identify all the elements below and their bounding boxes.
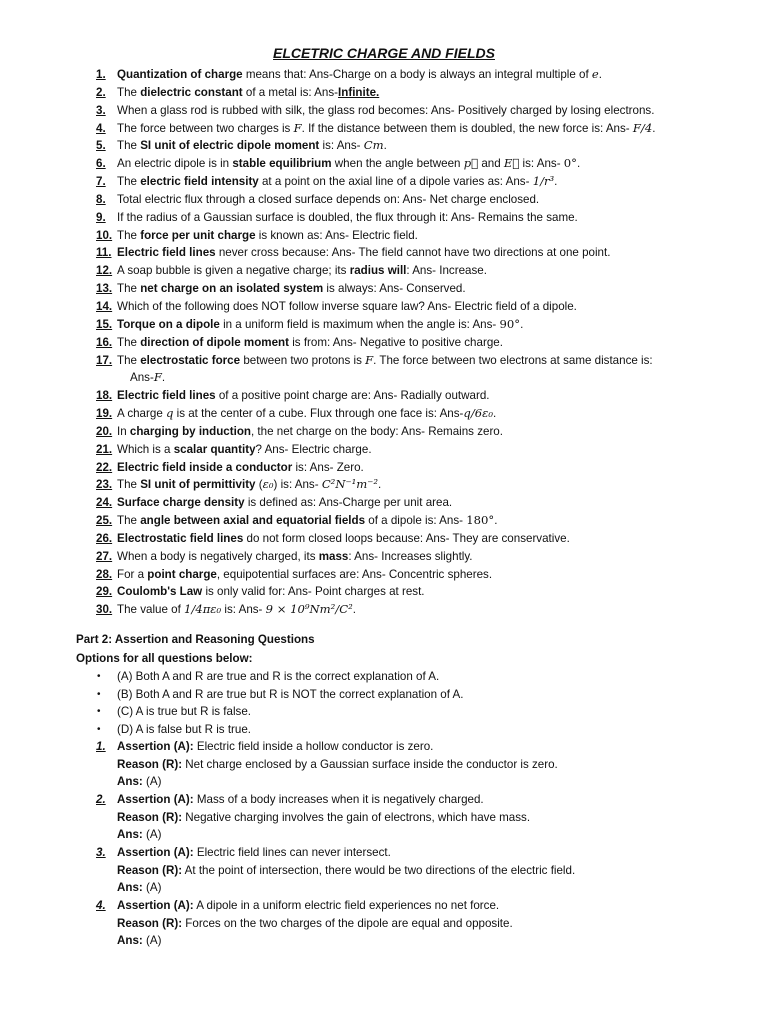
question-item — [96, 601, 696, 619]
bold-term: Coulomb's Law — [117, 585, 203, 599]
question-number: 17. — [96, 353, 113, 367]
math-expression: F — [293, 120, 302, 135]
question-text — [117, 459, 696, 477]
assertion-text: Mass of a body increases when it is negatively charged. — [193, 793, 484, 806]
item-number: 4. — [96, 899, 106, 912]
text-run: . — [493, 407, 497, 421]
bold-term: electrostatic force — [140, 353, 241, 367]
question-text — [117, 352, 696, 388]
text-run: A soap bubble is given a negative charge; its — [117, 264, 350, 278]
text-run: is known as: Ans- Electric field. — [255, 228, 418, 242]
text-run: in a uniform field is maximum when the angle is: Ans- — [219, 317, 500, 331]
math-expression: e — [591, 67, 599, 81]
text-run: When a body is negatively charged, its — [117, 549, 319, 563]
text-run: at a point on the axial line of a dipole varies as: Ans- — [258, 175, 533, 189]
bold-term: Torque on a dipole — [117, 317, 220, 331]
text-run: , equipotential surfaces are: Ans- Concentric spheres. — [216, 567, 493, 581]
bold-term: angle between axial and equatorial fields — [140, 514, 366, 528]
question-text — [117, 120, 696, 138]
question-item — [96, 334, 696, 352]
bold-term: stable equilibrium — [232, 157, 332, 171]
bullet-icon: • — [97, 671, 101, 682]
question-item — [96, 280, 696, 298]
bold-term: mass — [318, 549, 349, 563]
text-run: is: Ans- — [519, 157, 564, 171]
question-number: 25. — [96, 514, 113, 528]
bold-term: charging by induction — [129, 424, 251, 438]
question-item — [96, 84, 696, 102]
assertion-reason-item — [96, 791, 716, 844]
question-text — [117, 405, 696, 423]
question-list — [96, 66, 696, 619]
text-run: . — [598, 68, 603, 81]
question-text-continuation — [117, 369, 696, 387]
question-number: 1. — [96, 68, 106, 81]
text-run: and — [478, 157, 504, 171]
text-run: The — [117, 139, 141, 153]
question-number: 14. — [96, 299, 113, 313]
assertion-reason-item — [96, 897, 716, 950]
text-run: The — [117, 282, 141, 296]
text-run: . — [352, 603, 356, 617]
math-expression: C²N⁻¹m⁻² — [321, 477, 379, 492]
question-number: 5. — [96, 139, 106, 153]
question-text — [117, 387, 696, 405]
question-text — [117, 601, 696, 619]
options-heading: Options for all questions below: — [76, 652, 253, 665]
text-run: is: Ans- — [319, 139, 364, 153]
text-run: Which is a — [117, 442, 174, 456]
question-item — [96, 405, 696, 423]
text-run: The — [117, 335, 141, 349]
assertion-label: Assertion (A): — [117, 740, 194, 753]
answer-label: Ans: — [117, 775, 143, 789]
reason-label: Reason (R): — [117, 916, 183, 930]
question-number: 13. — [96, 282, 113, 296]
bold-term: dielectric constant — [140, 85, 243, 99]
math-expression: F/4 — [632, 120, 653, 135]
text-run: is: Ans- — [221, 603, 266, 617]
question-text — [117, 512, 696, 530]
assertion-label: Assertion (A): — [117, 793, 194, 806]
reason-line — [96, 915, 716, 933]
bold-term: Surface charge density — [117, 496, 245, 510]
bold-term: Electric field lines — [117, 389, 216, 403]
question-text — [117, 155, 696, 173]
answer-label: Ans: — [117, 934, 143, 948]
text-run: The — [117, 85, 141, 99]
option-item — [97, 703, 716, 721]
bold-term: Infinite. — [338, 85, 380, 99]
bold-term: radius will — [349, 264, 407, 278]
part2-heading: Part 2: Assertion and Reasoning Questions — [76, 633, 315, 646]
assertion-text: Electric field lines can never intersect. — [193, 846, 391, 859]
question-text — [117, 173, 696, 191]
question-text — [117, 227, 696, 245]
question-text — [117, 476, 696, 494]
question-text — [117, 548, 696, 566]
text-run: . — [554, 175, 558, 189]
bold-term: Electric field inside a conductor — [117, 460, 293, 474]
reason-line — [96, 862, 716, 880]
text-run: Which of the following does NOT follow inverse square law? Ans- Electric field of a dipole. — [117, 299, 577, 313]
answer-label: Ans: — [117, 881, 143, 895]
text-run: . — [520, 317, 524, 331]
question-number: 24. — [96, 496, 113, 510]
bold-term: Quantization of charge — [117, 68, 243, 81]
math-expression: q/6ε₀ — [463, 406, 493, 421]
question-text — [117, 423, 696, 441]
question-number: 22. — [96, 460, 113, 474]
question-number: 11. — [96, 246, 112, 260]
text-run: When a glass rod is rubbed with silk, the glass rod becomes: Ans- Positively charged by losing electrons. — [117, 103, 655, 117]
answer-value: (A) — [142, 775, 162, 789]
text-run: is always: Ans- Conserved. — [323, 282, 466, 296]
assertion-line — [96, 897, 716, 915]
math-expression: Cm — [363, 138, 384, 153]
text-run: between two protons is — [240, 353, 366, 367]
text-run: of a positive point charge are: Ans- Radially outward. — [215, 389, 490, 403]
text-run: , the net charge on the body: Ans- Remains zero. — [250, 424, 503, 438]
math-expression: q — [165, 406, 174, 421]
text-run: . — [652, 121, 656, 135]
text-run: is at the center of a cube. Flux through one face is: Ans- — [173, 407, 464, 421]
math-expression: F — [365, 352, 374, 367]
question-number: 23. — [96, 478, 113, 492]
option-text: (D) A is false but R is true. — [117, 722, 252, 736]
question-number: 26. — [96, 531, 113, 545]
question-number: 7. — [96, 175, 106, 189]
bold-term: Electrostatic field lines — [117, 531, 244, 545]
text-run: . — [383, 139, 387, 153]
question-item — [96, 191, 696, 209]
question-number: 18. — [96, 389, 113, 403]
answer-value: (A) — [142, 881, 162, 895]
question-text — [117, 191, 696, 209]
text-run: when the angle between — [331, 157, 464, 171]
option-text: (C) A is true but R is false. — [117, 705, 252, 719]
bold-term: direction of dipole moment — [140, 335, 289, 349]
text-run: An electric dipole is in — [117, 157, 233, 171]
item-number: 1. — [96, 740, 106, 753]
text-run: do not form closed loops because: Ans- They are conservative. — [243, 531, 570, 545]
math-value: 90° — [499, 316, 521, 331]
question-number: 16. — [96, 335, 113, 349]
question-item — [96, 512, 696, 530]
options-list — [76, 668, 716, 738]
question-text — [117, 244, 696, 262]
assertion-text: Electric field inside a hollow conductor is zero. — [193, 740, 434, 753]
text-run: . — [576, 157, 581, 171]
question-text — [117, 530, 696, 548]
answer-value: (A) — [142, 828, 162, 842]
bold-term: electric field intensity — [140, 175, 259, 189]
answer-line — [96, 879, 716, 897]
question-text — [117, 316, 696, 334]
question-number: 28. — [96, 567, 113, 581]
question-item — [96, 583, 696, 601]
math-expression: 1/r³ — [532, 174, 555, 189]
question-text — [117, 262, 696, 280]
math-value: 0° — [563, 156, 577, 171]
answer-label: Ans: — [117, 828, 143, 842]
assertion-line — [96, 791, 716, 809]
question-item — [96, 530, 696, 548]
text-run: . The force between two electrons at same distance is: — [373, 353, 653, 367]
text-run: ( — [255, 478, 263, 492]
math-value: 180° — [466, 513, 495, 528]
question-item — [96, 120, 696, 138]
question-number: 29. — [96, 585, 113, 599]
assertion-line — [96, 844, 716, 862]
text-run: means that: Ans-Charge on a body is always an integral multiple of — [242, 68, 592, 81]
bold-term: SI unit of permittivity — [140, 478, 256, 492]
question-number: 6. — [96, 157, 106, 171]
question-number: 3. — [96, 103, 106, 117]
text-run: . — [494, 514, 498, 528]
question-number: 4. — [96, 121, 106, 135]
option-text: (A) Both A and R are true and R is the correct explanation of A. — [117, 670, 440, 683]
text-run: of a metal is: Ans- — [242, 85, 339, 99]
question-number: 15. — [96, 317, 113, 331]
item-number: 2. — [96, 793, 106, 806]
question-number: 12. — [96, 264, 113, 278]
question-text — [117, 84, 696, 102]
assertion-reason-item — [96, 844, 716, 897]
question-text — [117, 583, 696, 601]
text-run: never cross because: Ans- The field cannot have two directions at one point. — [215, 246, 611, 260]
question-text — [117, 494, 696, 512]
question-item — [96, 262, 696, 280]
question-item — [96, 476, 696, 494]
question-text — [117, 209, 696, 227]
question-number: 21. — [96, 442, 113, 456]
question-text — [117, 280, 696, 298]
text-run: is defined as: Ans-Charge per unit area. — [244, 496, 453, 510]
question-number: 30. — [96, 603, 113, 617]
question-item — [96, 66, 696, 84]
reason-text: Forces on the two charges of the dipole are equal and opposite. — [182, 916, 513, 930]
question-number: 10. — [96, 228, 113, 242]
text-run: . If the distance between them is doubled, the new force is: Ans- — [301, 121, 633, 135]
text-run: is: Ans- Zero. — [292, 460, 364, 474]
assertion-label: Assertion (A): — [117, 899, 194, 912]
math-expression: E⃗ — [503, 156, 520, 171]
bold-term: net charge on an isolated system — [140, 282, 324, 296]
answer-line — [96, 932, 716, 950]
text-run: . — [161, 371, 166, 385]
math-expression: p⃗ — [463, 156, 479, 171]
bold-term: scalar quantity — [173, 442, 256, 456]
math-expression: F — [153, 370, 162, 385]
reason-text: Net charge enclosed by a Gaussian surface inside the conductor is zero. — [182, 757, 558, 771]
question-item — [96, 298, 696, 316]
text-run: : Ans- Increases slightly. — [348, 549, 473, 563]
text-run: is from: Ans- Negative to positive charge. — [289, 335, 503, 349]
question-text — [117, 102, 696, 120]
bold-term: Electric field lines — [117, 246, 216, 260]
document-title: ELCETRIC CHARGE AND FIELDS — [273, 45, 495, 61]
question-item — [96, 423, 696, 441]
question-number: 9. — [96, 210, 106, 224]
question-item — [96, 494, 696, 512]
text-run: The value of — [117, 603, 185, 617]
text-run: The — [117, 175, 141, 189]
question-number: 2. — [96, 85, 106, 99]
question-number: 20. — [96, 424, 113, 438]
text-run: A charge — [117, 407, 166, 421]
option-item — [97, 668, 716, 686]
question-number: 27. — [96, 549, 113, 563]
reason-line — [96, 756, 716, 774]
reason-text: Negative charging involves the gain of electrons, which have mass. — [182, 810, 531, 824]
question-number: 8. — [96, 192, 106, 206]
reason-label: Reason (R): — [117, 863, 183, 877]
assertion-text: A dipole in a uniform electric field experiences no net force. — [193, 899, 500, 912]
text-run: The — [117, 514, 141, 528]
option-item — [97, 721, 716, 739]
text-run: Ans- — [130, 371, 154, 385]
text-run: The — [117, 478, 141, 492]
question-item — [96, 137, 696, 155]
math-expression: 9 × 10⁹Nm²/C² — [265, 602, 353, 617]
text-run: Total electric flux through a closed surface depends on: Ans- Net charge enclosed. — [117, 192, 540, 206]
text-run: The — [117, 228, 141, 242]
item-number: 3. — [96, 846, 106, 859]
bullet-icon: • — [97, 706, 101, 718]
question-item — [96, 209, 696, 227]
reason-label: Reason (R): — [117, 757, 183, 771]
text-run: The force between two charges is — [117, 121, 294, 135]
bullet-icon: • — [97, 723, 101, 735]
option-item — [97, 686, 716, 704]
bullet-icon: • — [97, 688, 101, 700]
question-item — [96, 155, 696, 173]
math-expression: ε₀ — [262, 477, 274, 492]
reason-text: At the point of intersection, there would be two directions of the electric field. — [182, 863, 576, 877]
question-item — [96, 316, 696, 334]
question-text — [117, 137, 696, 155]
question-text — [117, 566, 696, 584]
answer-line — [96, 773, 716, 791]
assertion-line — [96, 738, 716, 756]
text-run: ? Ans- Electric charge. — [255, 442, 372, 456]
question-item — [96, 244, 696, 262]
bold-term: force per unit charge — [140, 228, 256, 242]
question-item — [96, 227, 696, 245]
option-text: (B) Both A and R are true but R is NOT the correct explanation of A. — [117, 687, 464, 701]
text-run: ) is: Ans- — [273, 478, 322, 492]
question-item — [96, 173, 696, 191]
question-text — [117, 66, 696, 84]
question-text — [117, 441, 696, 459]
question-item — [96, 548, 696, 566]
part2-section — [76, 630, 716, 738]
question-text — [117, 298, 696, 316]
text-run: . — [378, 478, 382, 492]
question-item — [96, 441, 696, 459]
reason-line — [96, 809, 716, 827]
answer-value: (A) — [142, 934, 162, 948]
question-item — [96, 459, 696, 477]
bold-term: point charge — [147, 567, 217, 581]
text-run: For a — [117, 567, 148, 581]
bold-term: SI unit of electric dipole moment — [140, 139, 320, 153]
assertion-reason-item — [96, 738, 716, 791]
question-item — [96, 387, 696, 405]
text-run: is only valid for: Ans- Point charges at rest. — [202, 585, 425, 599]
question-text — [117, 334, 696, 352]
question-item — [96, 102, 696, 120]
text-run: If the radius of a Gaussian surface is doubled, the flux through it: Ans- Remains the same. — [117, 210, 578, 224]
question-item — [96, 566, 696, 584]
question-number: 19. — [96, 407, 113, 421]
reason-label: Reason (R): — [117, 810, 183, 824]
answer-line — [96, 826, 716, 844]
text-run: The — [117, 353, 141, 367]
question-item — [96, 352, 696, 388]
text-run: In — [117, 424, 130, 438]
math-expression: 1/4πε₀ — [184, 602, 222, 617]
text-run: : Ans- Increase. — [406, 264, 487, 278]
text-run: of a dipole is: Ans- — [365, 514, 467, 528]
assertion-label: Assertion (A): — [117, 846, 194, 859]
